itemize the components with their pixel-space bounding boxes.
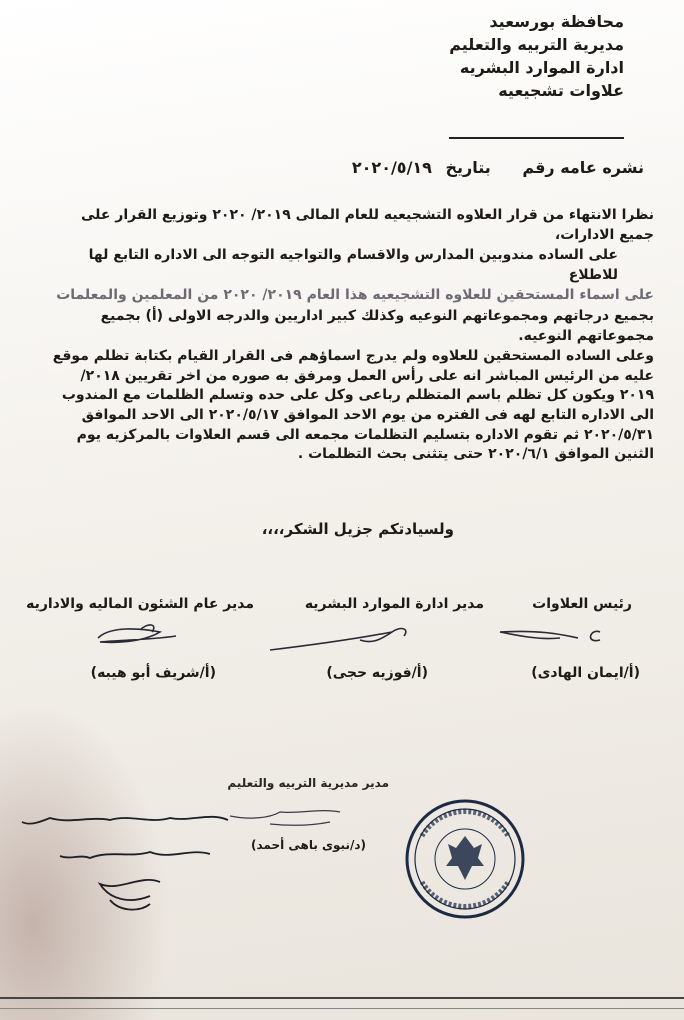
signatory-name-2: (أ/فوزيه حجى) (326, 665, 428, 681)
signatures-row (0, 610, 684, 670)
directorate-name: مديرية التربيه والتعليم (449, 35, 624, 54)
director-name: (د/نبوى باهى أحمد) (250, 838, 366, 852)
signatory-title-2: مدير ادارة الموارد البشريه (304, 596, 484, 612)
circular-date: ٢٠٢٠/٥/١٩ (351, 158, 432, 177)
governorate-name: محافظة بورسعيد (489, 12, 624, 31)
body-paragraph-2a: على الساده مندوبين المدارس والاقسام والتواجيه التوجه الى الاداره التابع لها للاطلاع (88, 247, 618, 283)
signatory-title-1: رئيس العلاوات (532, 596, 632, 612)
closing-line: ولسيادتكم جزيل الشكر،،،، (261, 520, 454, 538)
circular-reference (124, 156, 644, 180)
circular-number-label: نشره عامه رقم (522, 158, 644, 177)
circular-body (44, 206, 654, 466)
official-seal (402, 796, 528, 922)
signatory-title-3: مدير عام الشئون الماليه والاداريه (26, 596, 254, 612)
director-title: مدير مديرية التربيه والتعليم (227, 776, 389, 790)
body-paragraph-2c: بجميع درجاتهم ومجموعاتهم النوعيه وكذلك كبير اداريين والدرجه الاولى (أ) بجميع مجموعاتهم النوعيه. (100, 307, 654, 344)
body-paragraph-1: نظرا الانتهاء من قرار العلاوه التشجيعيه للعام المالى ٢٠١٩/ ٢٠٢٠ وتوزيع القرار على جميع الادارات، (80, 207, 654, 243)
circular-date-label: بتاريخ (445, 158, 491, 177)
signatory-name-3: (أ/شريف أبو هيبه) (90, 665, 216, 681)
signature-1 (500, 631, 600, 640)
body-paragraph-3: وعلى الساده المستحقين للعلاوه ولم يدرج اسماؤهم فى القرار القيام بكتابة تظلم موقع عليه من الرئيس المباشر انه على رأس العمل ومرفق به صوره من اخر تقريين ٢٠١٨/ ٢٠١٩ ويكون كل تظلم باسم المتظلم رباعى وكل على حده وتسلم الظلمات مع المندوب الى الاداره التابع لهه فى الفتره من يوم الاحد الموافق ٢٠٢٠/٥/١٧ الى الاحد الموافق ٢٠٢٠/٥/٣١ ثم تقوم الاداره بتسليم التظلمات مجمعه الى قسم العلاوات بالمركزيه يوم الثنين الموافق ٢٠٢٠/٦/١ حتى يتثنى بحث التظلمات . (52, 348, 654, 463)
department-name: ادارة الموارد البشريه (459, 58, 624, 77)
bottom-divider-thin (0, 1008, 684, 1009)
section-name: علاوات تشجيعيه (498, 81, 624, 100)
handwritten-note (10, 800, 240, 920)
letterhead (364, 10, 624, 102)
body-paragraph-2b: على اسماء المستحقين للعلاوه التشجيعيه هذا العام ٢٠١٩/ ٢٠٢٠ من المعلمين والمعلمات (56, 287, 654, 304)
bottom-divider (0, 997, 684, 999)
signature-3 (98, 625, 176, 642)
signatory-name-1: (أ/ايمان الهادى) (531, 665, 640, 681)
signature-2 (270, 629, 406, 650)
header-divider (449, 137, 624, 139)
